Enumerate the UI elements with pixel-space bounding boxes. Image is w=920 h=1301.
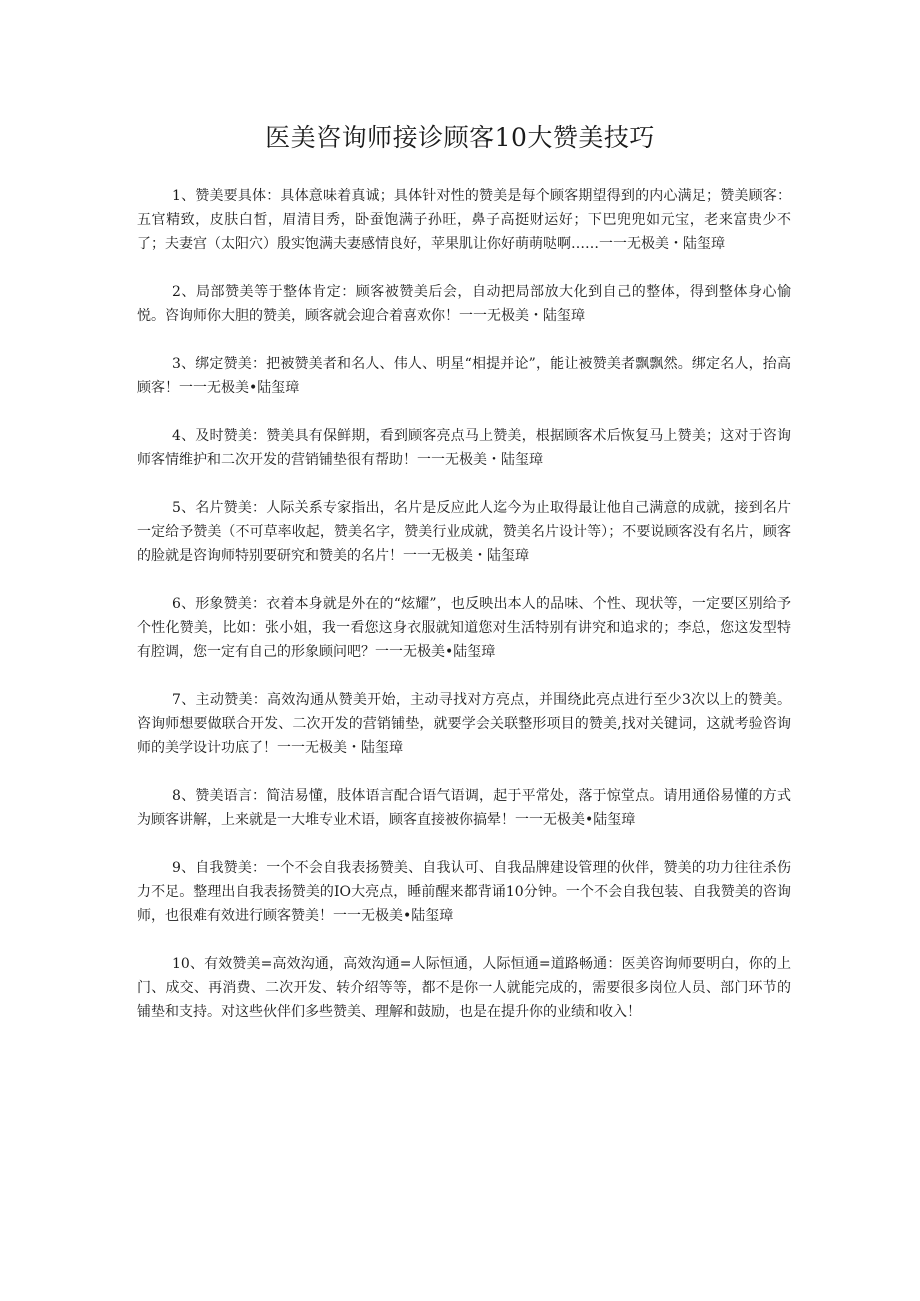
paragraph-tip-1: 1、赞美要具体：具体意味着真诚；具体针对性的赞美是每个顾客期望得到的内心满足；赞美顾客：五官精致，皮肤白皙，眉清目秀，卧蚕饱满子孙旺，鼻子高挺财运好；下巴兜兜如元宝，老来富贵少不了；夫妻宫（太阳穴）殷实饱满夫妻感情良好，苹果肌让你好萌萌哒啊……一一无极美・陆玺璋 xyxy=(137,188,791,252)
paragraph-tip-7: 7、主动赞美：高效沟通从赞美开始，主动寻找对方亮点，并围绕此亮点进行至少3次以上的赞美。咨询师想要做联合开发、二次开发的营销铺垫，就要学会关联整形项目的赞美,找对关键词，这就考验咨询师的美学设计功底了！一一无极美・陆玺璋 xyxy=(137,692,791,756)
document-title: 医美咨询师接诊顾客10大赞美技巧 xyxy=(265,123,655,152)
document-body xyxy=(137,184,791,1048)
paragraph-tip-10: 10、有效赞美=高效沟通，高效沟通=人际恒通，人际恒通=道路畅通：医美咨询师要明白，你的上门、成交、再消费、二次开发、转介绍等等，都不是你一人就能完成的，需要很多岗位人员、部门环节的铺垫和支持。对这些伙伴们多些赞美、理解和鼓励，也是在提升你的业绩和收入！ xyxy=(137,956,791,1020)
paragraph-tip-3: 3、绑定赞美：把被赞美者和名人、伟人、明星“相提并论”，能让被赞美者飘飘然。绑定名人，抬高顾客！一一无极美•陆玺璋 xyxy=(137,356,791,396)
paragraph-tip-2: 2、局部赞美等于整体肯定：顾客被赞美后会，自动把局部放大化到自己的整体，得到整体身心愉悦。咨询师你大胆的赞美，顾客就会迎合着喜欢你！一一无极美・陆玺璋 xyxy=(137,284,791,324)
paragraph-tip-6: 6、形象赞美：衣着本身就是外在的“炫耀”，也反映出本人的品味、个性、现状等，一定要区别给予个性化赞美，比如：张小姐，我一看您这身衣服就知道您对生活特别有讲究和追求的；李总，您这发型特有腔调，您一定有自己的形象顾问吧？一一无极美•陆玺璋 xyxy=(137,596,791,660)
paragraph-tip-4: 4、及时赞美：赞美具有保鲜期，看到顾客亮点马上赞美，根据顾客术后恢复马上赞美；这对于咨询师客情维护和二次开发的营销铺垫很有帮助！一一无极美・陆玺璋 xyxy=(137,428,791,468)
paragraph-tip-5: 5、名片赞美：人际关系专家指出，名片是反应此人迄今为止取得最让他自己满意的成就，接到名片一定给予赞美（不可草率收起，赞美名字，赞美行业成就，赞美名片设计等）；不要说顾客没有名片，顾客的脸就是咨询师特别要研究和赞美的名片！一一无极美・陆玺璋 xyxy=(137,500,791,564)
paragraph-tip-9: 9、自我赞美：一个不会自我表扬赞美、自我认可、自我品牌建设管理的伙伴，赞美的功力往往杀伤力不足。整理出自我表扬赞美的IO大亮点，睡前醒来都背诵10分钟。一个不会自我包装、自我赞美的咨询师，也很难有效进行顾客赞美！一一无极美•陆玺璋 xyxy=(137,860,791,924)
paragraph-tip-8: 8、赞美语言：简洁易懂，肢体语言配合语气语调，起于平常处，落于惊堂点。请用通俗易懂的方式为顾客讲解，上来就是一大堆专业术语，顾客直接被你搞晕！一一无极美•陆玺璋 xyxy=(137,788,791,828)
